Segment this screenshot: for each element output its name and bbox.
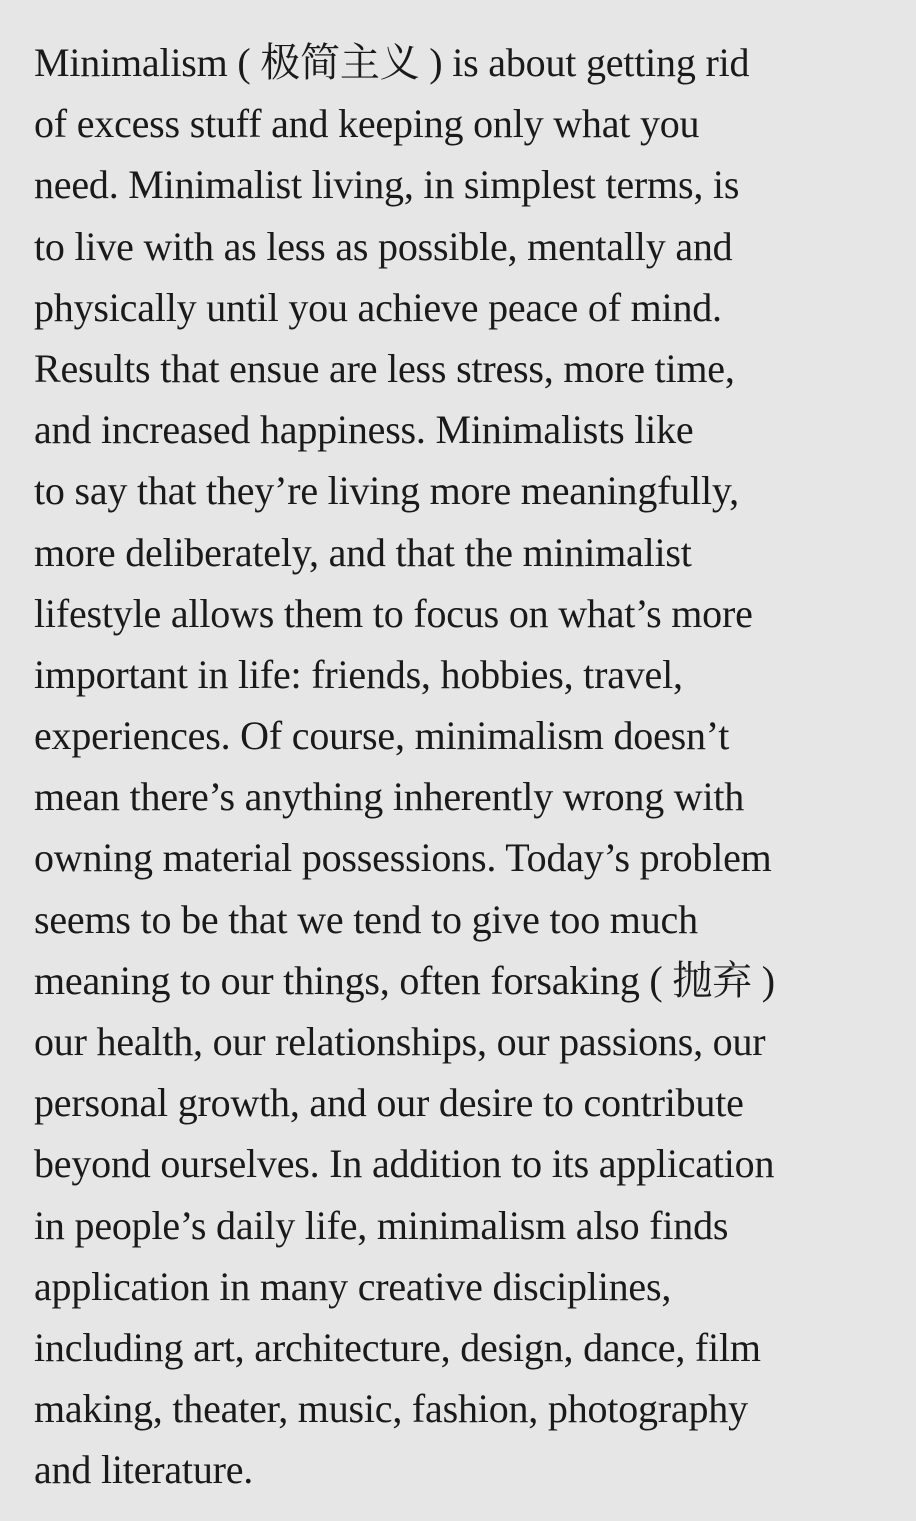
passage-line: beyond ourselves. In addition to its application (34, 1141, 775, 1187)
passage-line: physically until you achieve peace of mind. (34, 284, 722, 330)
passage-line: mean there’s anything inherently wrong with (34, 774, 745, 820)
passage-line: of excess stuff and keeping only what you (34, 101, 700, 147)
passage-line: owning material possessions. Today’s problem (34, 835, 772, 881)
passage-line: and increased happiness. Minimalists like (34, 407, 694, 453)
passage-line: including art, architecture, design, dance, film (34, 1324, 761, 1370)
passage-line: and literature. (34, 1447, 254, 1493)
passage-line: Minimalism ( 极简主义 ) is about getting rid (34, 40, 750, 85)
passage-line: important in life: friends, hobbies, travel, (34, 651, 683, 697)
passage-line: lifestyle allows them to focus on what’s more (34, 590, 753, 636)
passage-line: meaning to our things, often forsaking ( 抛弃 ) (34, 957, 775, 1003)
passage-line: our health, our relationships, our passions, our (34, 1019, 766, 1064)
passage-line: need. Minimalist living, in simplest terms, is (34, 162, 740, 208)
passage-line: in people’s daily life, minimalism also finds (34, 1202, 729, 1248)
passage-line: more deliberately, and that the minimalist (34, 529, 692, 575)
passage-line: to live with as less as possible, mentally and (34, 223, 733, 269)
passage-line: experiences. Of course, minimalism doesn’t (34, 713, 730, 759)
passage-line: seems to be that we tend to give too much (34, 896, 698, 942)
passage-line: application in many creative disciplines, (34, 1263, 672, 1309)
passage-line: making, theater, music, fashion, photography (34, 1386, 748, 1432)
reading-passage (34, 32, 914, 1501)
passage-line: personal growth, and our desire to contribute (34, 1080, 744, 1126)
passage-line: to say that they’re living more meaningfully, (34, 468, 739, 514)
passage-line: Results that ensue are less stress, more time, (34, 345, 735, 391)
